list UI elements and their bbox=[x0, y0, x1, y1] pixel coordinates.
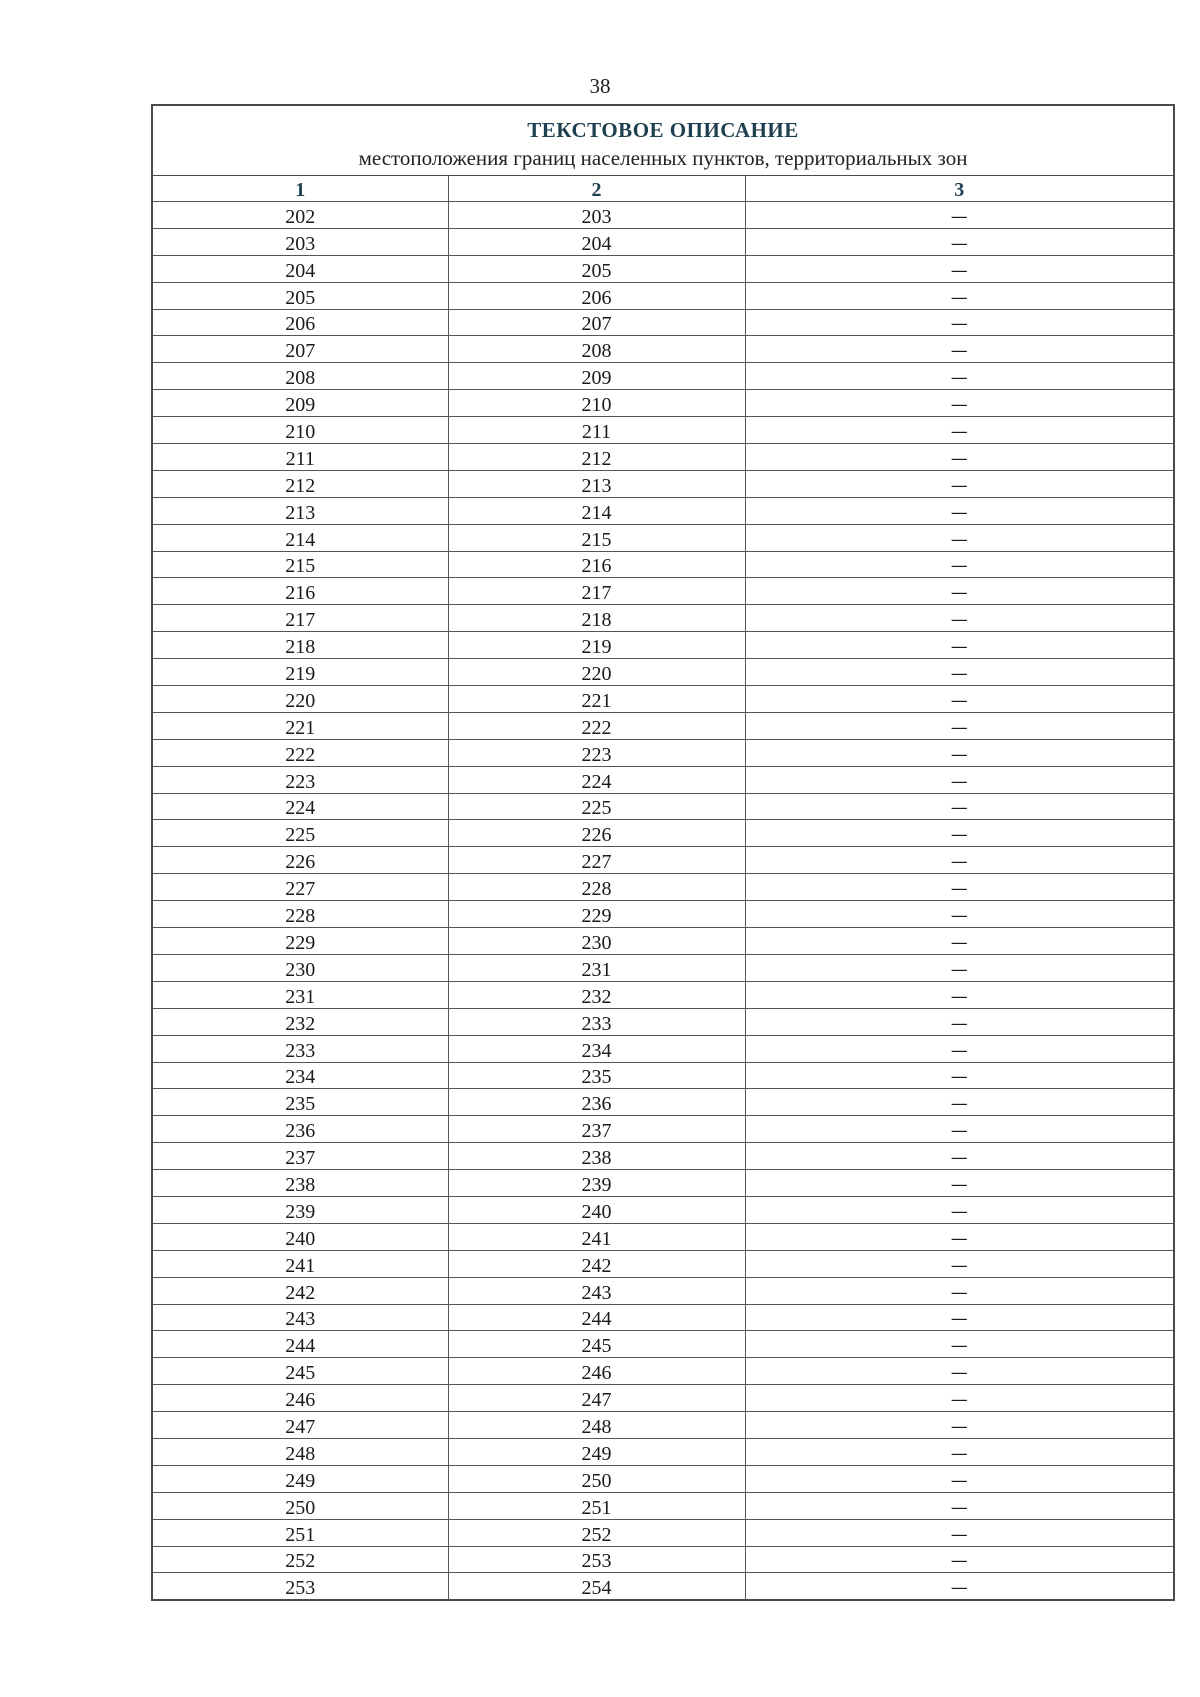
to-point-cell: 223 bbox=[448, 739, 745, 766]
to-point-cell: 233 bbox=[448, 1008, 745, 1035]
table-row bbox=[153, 1250, 1173, 1277]
table-row bbox=[153, 1385, 1173, 1412]
table-row bbox=[153, 1223, 1173, 1250]
table-row bbox=[153, 1573, 1173, 1599]
from-point-cell: 213 bbox=[153, 497, 448, 524]
document-subtitle: местоположения границ населенных пунктов, территориальных зон bbox=[358, 146, 968, 170]
to-point-cell: 222 bbox=[448, 712, 745, 739]
table-row bbox=[153, 928, 1173, 955]
description-cell: — bbox=[745, 1358, 1173, 1385]
boundary-description-table-frame bbox=[151, 104, 1175, 1601]
table-row bbox=[153, 847, 1173, 874]
to-point-cell: 252 bbox=[448, 1519, 745, 1546]
table-row bbox=[153, 497, 1173, 524]
table-row bbox=[153, 336, 1173, 363]
table-row bbox=[153, 1492, 1173, 1519]
table-row bbox=[153, 1008, 1173, 1035]
from-point-cell: 246 bbox=[153, 1385, 448, 1412]
from-point-cell: 212 bbox=[153, 470, 448, 497]
from-point-cell: 235 bbox=[153, 1089, 448, 1116]
to-point-cell: 251 bbox=[448, 1492, 745, 1519]
description-cell: — bbox=[745, 228, 1173, 255]
table-row bbox=[153, 309, 1173, 336]
from-point-cell: 250 bbox=[153, 1492, 448, 1519]
from-point-cell: 202 bbox=[153, 202, 448, 229]
from-point-cell: 252 bbox=[153, 1546, 448, 1573]
from-point-cell: 222 bbox=[153, 739, 448, 766]
description-cell: — bbox=[745, 1250, 1173, 1277]
description-cell: — bbox=[745, 497, 1173, 524]
description-cell: — bbox=[745, 874, 1173, 901]
from-point-cell: 244 bbox=[153, 1331, 448, 1358]
table-row bbox=[153, 766, 1173, 793]
table-row bbox=[153, 1277, 1173, 1304]
to-point-cell: 209 bbox=[448, 363, 745, 390]
description-cell: — bbox=[745, 417, 1173, 444]
to-point-cell: 249 bbox=[448, 1438, 745, 1465]
page-number: 38 bbox=[589, 74, 611, 98]
from-point-cell: 242 bbox=[153, 1277, 448, 1304]
description-cell: — bbox=[745, 954, 1173, 981]
to-point-cell: 253 bbox=[448, 1546, 745, 1573]
table-row bbox=[153, 578, 1173, 605]
from-point-cell: 209 bbox=[153, 390, 448, 417]
to-point-cell: 254 bbox=[448, 1573, 745, 1599]
column-header-2: 2 bbox=[448, 176, 745, 202]
to-point-cell: 213 bbox=[448, 470, 745, 497]
description-cell: — bbox=[745, 390, 1173, 417]
table-row bbox=[153, 874, 1173, 901]
from-point-cell: 220 bbox=[153, 686, 448, 713]
from-point-cell: 218 bbox=[153, 632, 448, 659]
from-point-cell: 217 bbox=[153, 605, 448, 632]
description-cell: — bbox=[745, 1143, 1173, 1170]
table-row bbox=[153, 981, 1173, 1008]
description-cell: — bbox=[745, 1546, 1173, 1573]
to-point-cell: 227 bbox=[448, 847, 745, 874]
description-cell: — bbox=[745, 1438, 1173, 1465]
to-point-cell: 230 bbox=[448, 928, 745, 955]
to-point-cell: 250 bbox=[448, 1465, 745, 1492]
table-row bbox=[153, 901, 1173, 928]
from-point-cell: 205 bbox=[153, 282, 448, 309]
from-point-cell: 226 bbox=[153, 847, 448, 874]
to-point-cell: 216 bbox=[448, 551, 745, 578]
description-cell: — bbox=[745, 686, 1173, 713]
table-row bbox=[153, 1089, 1173, 1116]
from-point-cell: 231 bbox=[153, 981, 448, 1008]
to-point-cell: 218 bbox=[448, 605, 745, 632]
description-cell: — bbox=[745, 632, 1173, 659]
to-point-cell: 206 bbox=[448, 282, 745, 309]
description-cell: — bbox=[745, 255, 1173, 282]
to-point-cell: 243 bbox=[448, 1277, 745, 1304]
to-point-cell: 231 bbox=[448, 954, 745, 981]
table-row bbox=[153, 551, 1173, 578]
table-row bbox=[153, 659, 1173, 686]
table-row bbox=[153, 820, 1173, 847]
table-row bbox=[153, 390, 1173, 417]
description-cell: — bbox=[745, 820, 1173, 847]
table-row bbox=[153, 1116, 1173, 1143]
to-point-cell: 229 bbox=[448, 901, 745, 928]
from-point-cell: 208 bbox=[153, 363, 448, 390]
table-row bbox=[153, 1438, 1173, 1465]
to-point-cell: 212 bbox=[448, 444, 745, 471]
table-row bbox=[153, 1358, 1173, 1385]
to-point-cell: 221 bbox=[448, 686, 745, 713]
table-row bbox=[153, 1412, 1173, 1439]
description-cell: — bbox=[745, 1412, 1173, 1439]
table-row bbox=[153, 632, 1173, 659]
from-point-cell: 251 bbox=[153, 1519, 448, 1546]
from-point-cell: 223 bbox=[153, 766, 448, 793]
table-row bbox=[153, 1546, 1173, 1573]
to-point-cell: 207 bbox=[448, 309, 745, 336]
description-cell: — bbox=[745, 1492, 1173, 1519]
from-point-cell: 215 bbox=[153, 551, 448, 578]
description-cell: — bbox=[745, 1223, 1173, 1250]
description-cell: — bbox=[745, 1331, 1173, 1358]
to-point-cell: 220 bbox=[448, 659, 745, 686]
table-row bbox=[153, 739, 1173, 766]
from-point-cell: 237 bbox=[153, 1143, 448, 1170]
table-row bbox=[153, 202, 1173, 229]
to-point-cell: 208 bbox=[448, 336, 745, 363]
table-header bbox=[153, 106, 1173, 176]
from-point-cell: 224 bbox=[153, 793, 448, 820]
from-point-cell: 221 bbox=[153, 712, 448, 739]
to-point-cell: 232 bbox=[448, 981, 745, 1008]
description-cell: — bbox=[745, 793, 1173, 820]
from-point-cell: 210 bbox=[153, 417, 448, 444]
from-point-cell: 236 bbox=[153, 1116, 448, 1143]
from-point-cell: 204 bbox=[153, 255, 448, 282]
to-point-cell: 228 bbox=[448, 874, 745, 901]
table-row bbox=[153, 1304, 1173, 1331]
table-row bbox=[153, 444, 1173, 471]
table-row bbox=[153, 1143, 1173, 1170]
description-cell: — bbox=[745, 363, 1173, 390]
description-cell: — bbox=[745, 712, 1173, 739]
to-point-cell: 240 bbox=[448, 1196, 745, 1223]
table-row bbox=[153, 686, 1173, 713]
boundary-points-table bbox=[153, 176, 1173, 1599]
from-point-cell: 240 bbox=[153, 1223, 448, 1250]
to-point-cell: 241 bbox=[448, 1223, 745, 1250]
from-point-cell: 230 bbox=[153, 954, 448, 981]
from-point-cell: 225 bbox=[153, 820, 448, 847]
table-row bbox=[153, 1170, 1173, 1197]
from-point-cell: 245 bbox=[153, 1358, 448, 1385]
table-row bbox=[153, 1331, 1173, 1358]
to-point-cell: 236 bbox=[448, 1089, 745, 1116]
to-point-cell: 234 bbox=[448, 1035, 745, 1062]
description-cell: — bbox=[745, 1304, 1173, 1331]
description-cell: — bbox=[745, 336, 1173, 363]
description-cell: — bbox=[745, 901, 1173, 928]
from-point-cell: 247 bbox=[153, 1412, 448, 1439]
from-point-cell: 234 bbox=[153, 1062, 448, 1089]
to-point-cell: 226 bbox=[448, 820, 745, 847]
from-point-cell: 243 bbox=[153, 1304, 448, 1331]
table-row bbox=[153, 605, 1173, 632]
description-cell: — bbox=[745, 766, 1173, 793]
description-cell: — bbox=[745, 659, 1173, 686]
to-point-cell: 204 bbox=[448, 228, 745, 255]
description-cell: — bbox=[745, 1008, 1173, 1035]
table-row bbox=[153, 954, 1173, 981]
from-point-cell: 207 bbox=[153, 336, 448, 363]
to-point-cell: 205 bbox=[448, 255, 745, 282]
description-cell: — bbox=[745, 739, 1173, 766]
to-point-cell: 224 bbox=[448, 766, 745, 793]
to-point-cell: 239 bbox=[448, 1170, 745, 1197]
column-header-3: 3 bbox=[745, 176, 1173, 202]
to-point-cell: 247 bbox=[448, 1385, 745, 1412]
to-point-cell: 238 bbox=[448, 1143, 745, 1170]
description-cell: — bbox=[950, 1578, 968, 1599]
to-point-cell: 225 bbox=[448, 793, 745, 820]
description-cell: — bbox=[745, 551, 1173, 578]
from-point-cell: 238 bbox=[153, 1170, 448, 1197]
description-cell: — bbox=[745, 981, 1173, 1008]
description-cell: — bbox=[745, 1519, 1173, 1546]
to-point-cell: 246 bbox=[448, 1358, 745, 1385]
table-row bbox=[153, 793, 1173, 820]
to-point-cell: 242 bbox=[448, 1250, 745, 1277]
description-cell: — bbox=[745, 1089, 1173, 1116]
from-point-cell: 253 bbox=[153, 1573, 448, 1599]
table-row bbox=[153, 1465, 1173, 1492]
description-cell: — bbox=[745, 605, 1173, 632]
to-point-cell: 219 bbox=[448, 632, 745, 659]
description-cell: — bbox=[745, 1062, 1173, 1089]
to-point-cell: 237 bbox=[448, 1116, 745, 1143]
column-header-1: 1 bbox=[153, 176, 448, 202]
description-cell: — bbox=[745, 1035, 1173, 1062]
to-point-cell: 217 bbox=[448, 578, 745, 605]
description-cell: — bbox=[745, 470, 1173, 497]
table-row bbox=[153, 1519, 1173, 1546]
description-cell: — bbox=[745, 1170, 1173, 1197]
table-row bbox=[153, 255, 1173, 282]
from-point-cell: 219 bbox=[153, 659, 448, 686]
to-point-cell: 245 bbox=[448, 1331, 745, 1358]
table-row bbox=[153, 1062, 1173, 1089]
to-point-cell: 235 bbox=[448, 1062, 745, 1089]
description-cell: — bbox=[745, 847, 1173, 874]
description-cell: — bbox=[745, 1116, 1173, 1143]
description-cell: — bbox=[745, 202, 1173, 229]
table-row bbox=[153, 363, 1173, 390]
from-point-cell: 211 bbox=[153, 444, 448, 471]
to-point-cell: 203 bbox=[448, 202, 745, 229]
description-cell: — bbox=[745, 524, 1173, 551]
table-row bbox=[153, 1035, 1173, 1062]
from-point-cell: 239 bbox=[153, 1196, 448, 1223]
from-point-cell: 216 bbox=[153, 578, 448, 605]
from-point-cell: 214 bbox=[153, 524, 448, 551]
from-point-cell: 206 bbox=[153, 309, 448, 336]
description-cell: — bbox=[745, 578, 1173, 605]
table-row bbox=[153, 417, 1173, 444]
from-point-cell: 249 bbox=[153, 1465, 448, 1492]
description-cell: — bbox=[745, 928, 1173, 955]
table-row bbox=[153, 524, 1173, 551]
from-point-cell: 248 bbox=[153, 1438, 448, 1465]
to-point-cell: 248 bbox=[448, 1412, 745, 1439]
from-point-cell: 203 bbox=[153, 228, 448, 255]
from-point-cell: 228 bbox=[153, 901, 448, 928]
to-point-cell: 210 bbox=[448, 390, 745, 417]
table-row bbox=[153, 1196, 1173, 1223]
document-title: ТЕКСТОВОЕ ОПИСАНИЕ bbox=[527, 118, 799, 142]
from-point-cell: 229 bbox=[153, 928, 448, 955]
column-number-row bbox=[153, 176, 1173, 202]
to-point-cell: 215 bbox=[448, 524, 745, 551]
from-point-cell: 232 bbox=[153, 1008, 448, 1035]
table-row bbox=[153, 228, 1173, 255]
description-cell: — bbox=[745, 1196, 1173, 1223]
from-point-cell: 227 bbox=[153, 874, 448, 901]
description-cell: — bbox=[745, 1465, 1173, 1492]
description-cell: — bbox=[745, 1385, 1173, 1412]
from-point-cell: 241 bbox=[153, 1250, 448, 1277]
from-point-cell: 233 bbox=[153, 1035, 448, 1062]
to-point-cell: 244 bbox=[448, 1304, 745, 1331]
description-cell: — bbox=[745, 282, 1173, 309]
description-cell: — bbox=[745, 1277, 1173, 1304]
table-row bbox=[153, 470, 1173, 497]
description-cell: — bbox=[745, 444, 1173, 471]
to-point-cell: 214 bbox=[448, 497, 745, 524]
to-point-cell: 211 bbox=[448, 417, 745, 444]
table-row bbox=[153, 282, 1173, 309]
table-row bbox=[153, 712, 1173, 739]
description-cell: — bbox=[745, 309, 1173, 336]
